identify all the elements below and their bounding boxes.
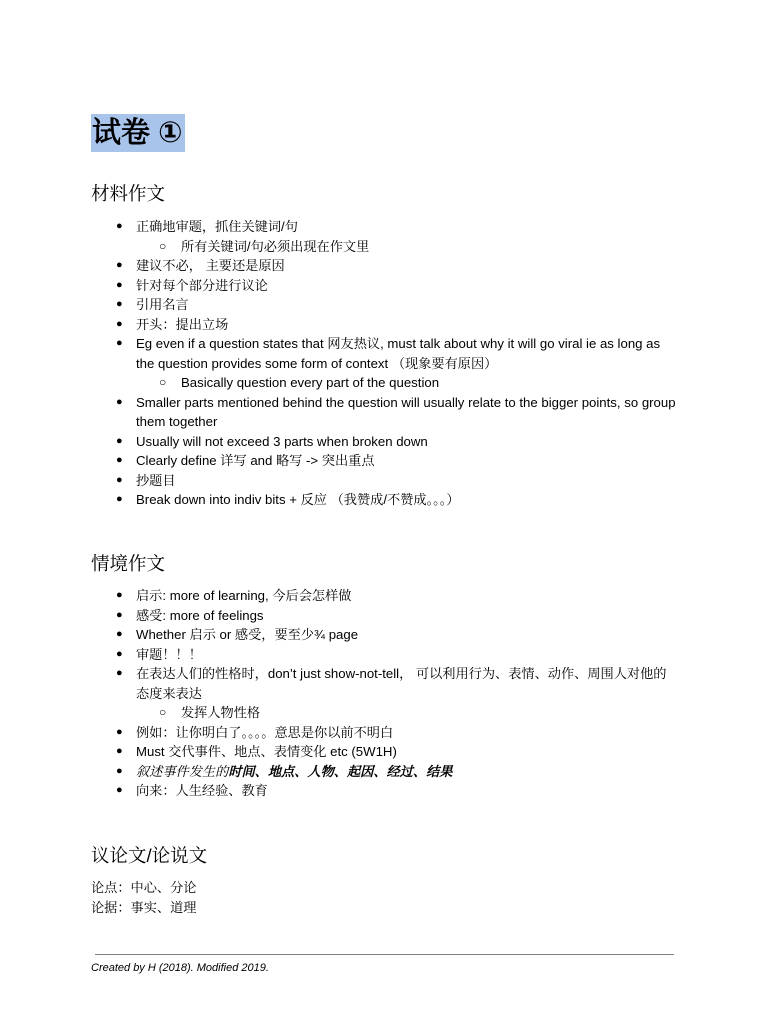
bullet-icon: ● [116,434,123,447]
bullet-icon: ● [116,647,123,660]
bullet-icon: ● [116,608,123,621]
list-item: ● Must 交代事件、地点、表情变化 etc (5W1H) [0,742,768,762]
list-sub-item: ○ 发挥人物性格 [0,703,768,723]
bullet-icon: ● [116,317,123,330]
section-heading-situational-essay: 情境作文 [91,553,166,574]
list-item: ● 引用名言 [0,295,768,315]
bullet-icon: ● [116,764,123,777]
bullet-icon: ● [116,454,123,466]
bullet-icon: ● [116,745,123,757]
bullet-icon: ● [116,725,123,738]
bullet-icon: ● [116,395,123,408]
bullet-icon: ● [116,337,123,349]
bullet-icon: ● [116,298,123,310]
bullet-icon: ● [116,259,123,271]
bullet-icon: ● [116,493,123,505]
circle-bullet-icon: ○ [159,375,167,389]
circle-bullet-icon: ○ [159,238,167,253]
bullet-icon: ● [116,589,123,601]
bullet-icon: ● [116,278,123,291]
list-item: ● 正确地审题，抓住关键词/句 [0,217,768,237]
list-item: ● 针对每个部分进行议论 [0,276,768,296]
bullet-icon: ● [116,628,123,640]
list-item-emphasized: ● 叙述事件发生的时间、地点、人物、起因、经过、结果 [0,762,768,782]
list-item: ● 向来：人生经验、教育 [0,781,768,801]
footer-divider [95,954,674,955]
bullet-icon: ● [116,667,123,679]
list-item: ● 审题！！！ [0,645,768,665]
list-item: ● Eg even if a question states that 网友热议, must talk about why it will go viral ie as long as the question provides some form of context （现象要有原因） [116,336,661,371]
list-item: ● Clearly define 详写 and 略写 -> 突出重点 [0,451,768,471]
list-item: ● 感受: more of feelings [0,606,768,626]
list-item: ● Whether 启示 or 感受，要至少¾ page [0,625,768,645]
bold-emphasis-text: 时间、地点、人物、起因、经过、结果 [228,763,453,779]
paragraph-argument-evidence: 论据：事实、道理 [91,900,197,915]
list-sub-item: ○ Basically question every part of the question [0,373,768,393]
list-item: ● 建议不必， 主要还是原因 [0,256,768,276]
list-item: ● 抄题目 [0,471,768,491]
list-item: ● Usually will not exceed 3 parts when broken down [0,432,768,452]
bullet-icon: ● [116,784,123,796]
list-item: ● 启示: more of learning, 今后会怎样做 [0,586,768,606]
list-item: ● 开头：提出立场 [0,315,768,335]
list-item: ● 例如：让你明白了。。。。意思是你以前不明白 [0,723,768,743]
bullet-icon: ● [116,220,123,232]
list-item: ● Break down into indiv bits + 反应 （我赞成/不赞成。。。） [0,490,768,510]
section-heading-material-essay: 材料作文 [91,183,166,204]
list-item: ● Smaller parts mentioned behind the question will usually relate to the bigger points, so group them together [116,394,676,429]
list-item: ● 在表达人们的性格时，don’t just show-not-tell， 可以利用行为、表情、动作、周围人对他的态度来表达 [116,666,667,701]
bullet-icon: ● [116,473,123,486]
list-sub-item: ○ 所有关键词/句必须出现在作文里 [0,237,768,257]
section-heading-argumentative-essay: 议论文/论说文 [91,845,208,866]
footer-text: Created by H (2018). Modified 2019. [91,962,269,974]
situational-essay-list [0,586,768,801]
circle-bullet-icon: ○ [159,705,167,719]
paragraph-argument-points: 论点：中心、分论 [91,880,197,895]
material-essay-list [0,217,768,510]
document-title: 试卷 ① [91,114,185,152]
